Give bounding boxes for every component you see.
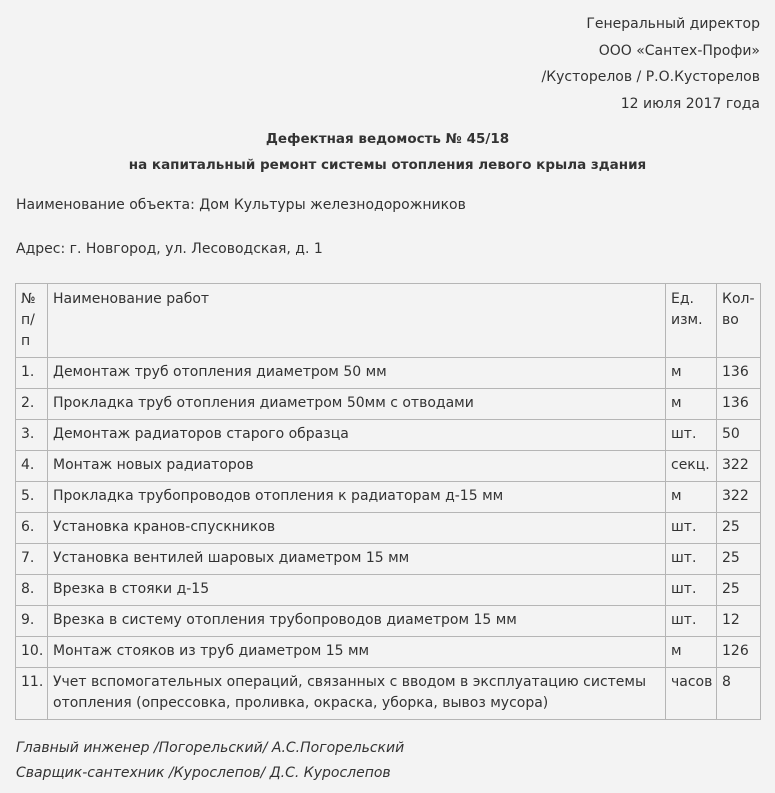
cell-unit: часов — [666, 668, 717, 720]
table-row — [16, 358, 761, 389]
header-num: № п/п — [16, 284, 48, 358]
cell-num: 1. — [16, 358, 48, 389]
document-title — [0, 126, 775, 178]
cell-qty: 322 — [717, 482, 761, 513]
cell-unit: м — [666, 358, 717, 389]
cell-unit: м — [666, 637, 717, 668]
cell-qty: 136 — [717, 358, 761, 389]
approval-company: ООО «Сантех-Профи» — [598, 42, 760, 59]
table-header-row — [16, 284, 761, 358]
cell-num: 9. — [16, 606, 48, 637]
cell-num: 3. — [16, 420, 48, 451]
cell-unit: секц. — [666, 451, 717, 482]
cell-unit: м — [666, 482, 717, 513]
signatures-block — [16, 736, 404, 785]
table-row — [16, 420, 761, 451]
cell-name: Врезка в систему отопления трубопроводов диаметром 15 мм — [48, 606, 666, 637]
cell-unit: шт. — [666, 420, 717, 451]
works-table — [15, 283, 761, 720]
table-row — [16, 482, 761, 513]
signature-welder-plumber: Сварщик-сантехник /Курослепов/ Д.С. Курослепов — [16, 764, 391, 781]
cell-unit: шт. — [666, 513, 717, 544]
cell-name: Демонтаж труб отопления диаметром 50 мм — [48, 358, 666, 389]
cell-num: 5. — [16, 482, 48, 513]
cell-name: Монтаж стояков из труб диаметром 15 мм — [48, 637, 666, 668]
cell-name: Врезка в стояки д-15 — [48, 575, 666, 606]
cell-num: 2. — [16, 389, 48, 420]
cell-num: 10. — [16, 637, 48, 668]
cell-num: 8. — [16, 575, 48, 606]
cell-name: Установка кранов-спускников — [48, 513, 666, 544]
header-name: Наименование работ — [48, 284, 666, 358]
table-row — [16, 668, 761, 720]
cell-qty: 25 — [717, 513, 761, 544]
table-row — [16, 544, 761, 575]
cell-qty: 50 — [717, 420, 761, 451]
object-address: Адрес: г. Новгород, ул. Лесоводская, д. 1 — [16, 241, 323, 257]
cell-qty: 322 — [717, 451, 761, 482]
cell-unit: м — [666, 389, 717, 420]
cell-name: Учет вспомогательных операций, связанных с вводом в эксплуатацию системы отопления (опрессовка, проливка, окраска, уборка, вывоз мусора) — [48, 668, 666, 720]
cell-name: Прокладка труб отопления диаметром 50мм с отводами — [48, 389, 666, 420]
cell-unit: шт. — [666, 575, 717, 606]
cell-name: Монтаж новых радиаторов — [48, 451, 666, 482]
cell-qty: 8 — [717, 668, 761, 720]
table-row — [16, 513, 761, 544]
title-line-2: на капитальный ремонт системы отопления левого крыла здания — [128, 157, 647, 173]
cell-num: 7. — [16, 544, 48, 575]
object-name: Наименование объекта: Дом Культуры железнодорожников — [16, 197, 466, 213]
approval-date: 12 июля 2017 года — [620, 95, 760, 112]
cell-qty: 25 — [717, 575, 761, 606]
cell-qty: 136 — [717, 389, 761, 420]
table-row — [16, 575, 761, 606]
approval-position: Генеральный директор — [586, 16, 760, 32]
header-unit: Ед. изм. — [666, 284, 717, 358]
header-qty: Кол-во — [717, 284, 761, 358]
approval-signature: /Кусторелов / Р.О.Кусторелов — [541, 69, 760, 85]
table-row — [16, 606, 761, 637]
approval-block — [541, 11, 760, 117]
title-line-1: Дефектная ведомость № 45/18 — [265, 131, 510, 147]
cell-name: Прокладка трубопроводов отопления к радиаторам д-15 мм — [48, 482, 666, 513]
cell-num: 4. — [16, 451, 48, 482]
cell-qty: 12 — [717, 606, 761, 637]
table-row — [16, 389, 761, 420]
cell-qty: 126 — [717, 637, 761, 668]
table-row — [16, 637, 761, 668]
cell-num: 6. — [16, 513, 48, 544]
signature-chief-engineer: Главный инженер /Погорельский/ А.С.Погорельский — [16, 740, 405, 756]
cell-num: 11. — [16, 668, 48, 720]
cell-unit: шт. — [666, 544, 717, 575]
cell-name: Установка вентилей шаровых диаметром 15 мм — [48, 544, 666, 575]
cell-unit: шт. — [666, 606, 717, 637]
table-row — [16, 451, 761, 482]
cell-qty: 25 — [717, 544, 761, 575]
cell-name: Демонтаж радиаторов старого образца — [48, 420, 666, 451]
